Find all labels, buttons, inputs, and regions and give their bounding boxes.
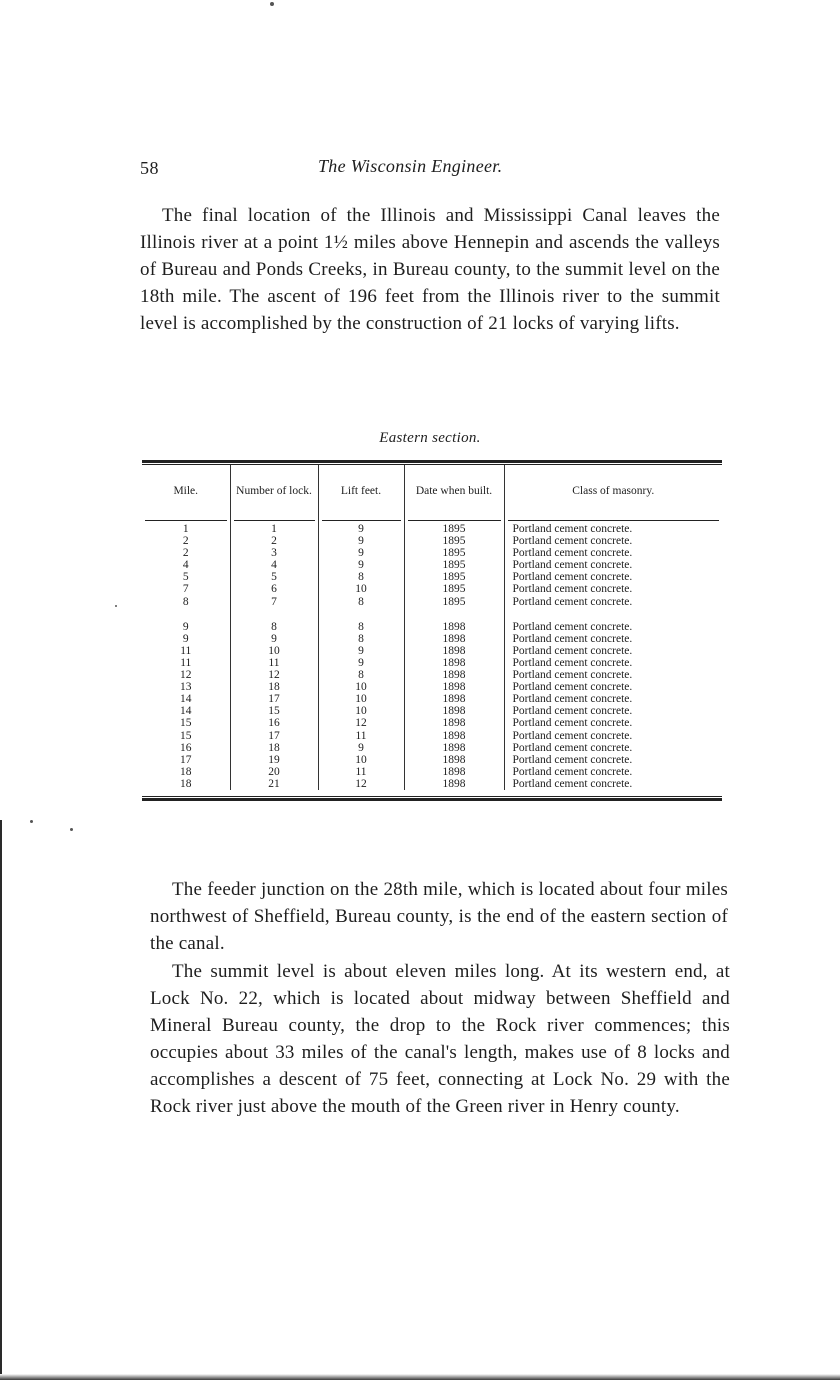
cell-lock-number: 4	[230, 559, 318, 571]
cell-lift: 12	[318, 778, 404, 790]
cell-lift: 10	[318, 583, 404, 595]
table-row	[142, 621, 722, 633]
table-row	[142, 633, 722, 645]
cell-masonry: Portland cement concrete.	[512, 669, 633, 682]
cell-lock-number: 6	[230, 583, 318, 595]
cell-lift: 10	[318, 754, 404, 766]
cell-date: 1898	[404, 717, 504, 729]
cell-masonry: Portland cement concrete.	[512, 583, 633, 596]
gap-cell	[142, 608, 230, 621]
cell-lock-number: 15	[230, 705, 318, 717]
cell-date: 1898	[404, 693, 504, 705]
column-header-date: Date when built.	[404, 465, 504, 517]
table-row	[142, 523, 722, 535]
table-row	[142, 571, 722, 583]
table-row	[142, 742, 722, 754]
table-row	[142, 766, 722, 778]
cell-lift: 11	[318, 766, 404, 778]
cell-date: 1898	[404, 766, 504, 778]
cell-mile: 7	[142, 583, 230, 595]
cell-lift: 10	[318, 693, 404, 705]
cell-mile: 4	[142, 559, 230, 571]
cell-lock-number: 11	[230, 657, 318, 669]
table-title: Eastern section.	[379, 430, 481, 446]
cell-lock-number: 7	[230, 596, 318, 608]
cell-date: 1898	[404, 645, 504, 657]
cell-lock-number: 2	[230, 535, 318, 547]
cell-masonry: Portland cement concrete.	[512, 644, 633, 657]
table-row	[142, 778, 722, 790]
cell-lock-number: 9	[230, 633, 318, 645]
cell-date: 1898	[404, 621, 504, 633]
cell-lift: 8	[318, 596, 404, 608]
cell-lock-number: 18	[230, 742, 318, 754]
paragraph-summit-level: The summit level is about eleven miles long. At its western end, at Lock No. 22, which is located about midway between Sheffield and Mineral Bureau county, the drop to the Rock river commences; this occupies about 33 miles of the canal's length, makes use of 8 locks and accomplishes a descent of 75 feet, connecting at Lock No. 29 with the Rock river just above the mouth of the Green river in Henry county.	[150, 961, 730, 1117]
cell-masonry: Portland cement concrete.	[512, 777, 633, 790]
cell-lift: 8	[318, 621, 404, 633]
gap-cell	[318, 608, 404, 621]
cell-mile: 11	[142, 645, 230, 657]
table-row	[142, 669, 722, 681]
cell-masonry: Portland cement concrete.	[512, 693, 633, 706]
cell-mile: 18	[142, 778, 230, 790]
cell-masonry: Portland cement concrete.	[512, 595, 633, 608]
table-row	[142, 705, 722, 717]
cell-masonry: Portland cement concrete.	[512, 571, 633, 584]
table-top-rule	[142, 460, 722, 463]
cell-lift: 12	[318, 717, 404, 729]
table-row	[142, 559, 722, 571]
cell-lock-number: 16	[230, 717, 318, 729]
cell-masonry: Portland cement concrete.	[512, 656, 633, 669]
cell-date: 1898	[404, 633, 504, 645]
cell-mile: 8	[142, 596, 230, 608]
cell-date: 1898	[404, 730, 504, 742]
cell-mile: 2	[142, 547, 230, 559]
cell-mile: 1	[142, 523, 230, 535]
scan-left-edge	[0, 820, 2, 1380]
scan-speck	[70, 828, 73, 831]
cell-lock-number: 1	[230, 523, 318, 535]
cell-lift: 9	[318, 559, 404, 571]
cell-lift: 9	[318, 523, 404, 535]
paragraph-intro: The final location of the Illinois and Mississippi Canal leaves the Illinois river at a point 1½ miles above Hennepin and ascends the valleys of Bureau and Ponds Creeks, in Bureau county, to the summit level on the 18th mile. The ascent of 196 feet from the Illinois river to the summit level is accomplished by the construction of 21 locks of varying lifts.	[140, 205, 720, 334]
page-number: 58	[140, 158, 159, 178]
scan-speck	[270, 2, 274, 6]
table-group-gap	[142, 608, 722, 621]
table-row	[142, 535, 722, 547]
running-head: The Wisconsin Engineer.	[318, 156, 503, 176]
cell-date: 1898	[404, 681, 504, 693]
cell-mile: 11	[142, 657, 230, 669]
cell-date: 1895	[404, 559, 504, 571]
cell-date: 1895	[404, 547, 504, 559]
cell-lift: 8	[318, 633, 404, 645]
cell-lock-number: 21	[230, 778, 318, 790]
table-row	[142, 754, 722, 766]
table-bottom-rule-thin	[142, 796, 722, 797]
cell-date: 1895	[404, 596, 504, 608]
locks-table	[142, 460, 722, 801]
cell-lock-number: 12	[230, 669, 318, 681]
table-row	[142, 583, 722, 595]
gap-cell	[504, 608, 722, 621]
cell-mile: 12	[142, 669, 230, 681]
cell-masonry: Portland cement concrete.	[512, 729, 633, 742]
cell-lift: 9	[318, 657, 404, 669]
cell-mile: 9	[142, 621, 230, 633]
cell-masonry: Portland cement concrete.	[512, 705, 633, 718]
cell-masonry: Portland cement concrete.	[512, 535, 633, 548]
table-row	[142, 730, 722, 742]
cell-lift: 10	[318, 705, 404, 717]
table-row	[142, 657, 722, 669]
cell-lift: 9	[318, 535, 404, 547]
cell-lock-number: 17	[230, 693, 318, 705]
scan-bottom-edge	[0, 1374, 840, 1380]
table-row	[142, 547, 722, 559]
cell-date: 1898	[404, 754, 504, 766]
cell-lift: 9	[318, 645, 404, 657]
cell-date: 1898	[404, 742, 504, 754]
cell-lock-number: 20	[230, 766, 318, 778]
cell-date: 1895	[404, 523, 504, 535]
scan-speck	[115, 605, 117, 607]
cell-mile: 15	[142, 730, 230, 742]
table-row	[142, 693, 722, 705]
table-row	[142, 645, 722, 657]
cell-lift: 9	[318, 547, 404, 559]
cell-masonry: Portland cement concrete.	[512, 620, 633, 633]
cell-lift: 10	[318, 681, 404, 693]
cell-masonry: Portland cement concrete.	[512, 753, 633, 766]
gap-cell	[404, 608, 504, 621]
column-header-lift: Lift feet.	[318, 465, 404, 517]
table-row	[142, 681, 722, 693]
column-header-lock-number: Number of lock.	[230, 465, 318, 517]
cell-date: 1895	[404, 583, 504, 595]
gap-cell	[230, 608, 318, 621]
table-body	[142, 523, 722, 790]
cell-mile: 5	[142, 571, 230, 583]
cell-mile: 9	[142, 633, 230, 645]
cell-date: 1895	[404, 535, 504, 547]
cell-lock-number: 18	[230, 681, 318, 693]
cell-masonry: Portland cement concrete.	[512, 559, 633, 572]
cell-mile: 15	[142, 717, 230, 729]
cell-mile: 17	[142, 754, 230, 766]
table-row	[142, 596, 722, 608]
cell-lift: 9	[318, 742, 404, 754]
column-header-mile: Mile.	[142, 465, 230, 517]
cell-lock-number: 8	[230, 621, 318, 633]
cell-lift: 11	[318, 730, 404, 742]
cell-date: 1898	[404, 657, 504, 669]
cell-date: 1898	[404, 778, 504, 790]
cell-date: 1895	[404, 571, 504, 583]
cell-lift: 8	[318, 669, 404, 681]
cell-mile: 18	[142, 766, 230, 778]
scan-speck	[30, 820, 33, 823]
cell-mile: 2	[142, 535, 230, 547]
cell-masonry: Portland cement concrete.	[512, 741, 633, 754]
cell-lift: 8	[318, 571, 404, 583]
cell-masonry: Portland cement concrete.	[512, 765, 633, 778]
cell-lock-number: 19	[230, 754, 318, 766]
cell-masonry: Portland cement concrete.	[512, 547, 633, 560]
cell-masonry: Portland cement concrete.	[512, 681, 633, 694]
cell-lock-number: 10	[230, 645, 318, 657]
cell-lock-number: 17	[230, 730, 318, 742]
column-header-masonry: Class of masonry.	[572, 485, 655, 497]
cell-date: 1898	[404, 669, 504, 681]
paragraph-feeder-junction: The feeder junction on the 28th mile, which is located about four miles northwest of Sheffield, Bureau county, is the end of the eastern section of the canal.	[150, 879, 728, 954]
cell-lock-number: 5	[230, 571, 318, 583]
cell-masonry: Portland cement concrete.	[512, 523, 633, 535]
cell-masonry: Portland cement concrete.	[512, 632, 633, 645]
cell-mile: 13	[142, 681, 230, 693]
cell-mile: 14	[142, 693, 230, 705]
cell-lock-number: 3	[230, 547, 318, 559]
cell-masonry: Portland cement concrete.	[512, 717, 633, 730]
table-row	[142, 717, 722, 729]
table-bottom-rule	[142, 798, 722, 801]
cell-date: 1898	[404, 705, 504, 717]
cell-mile: 14	[142, 705, 230, 717]
cell-mile: 16	[142, 742, 230, 754]
